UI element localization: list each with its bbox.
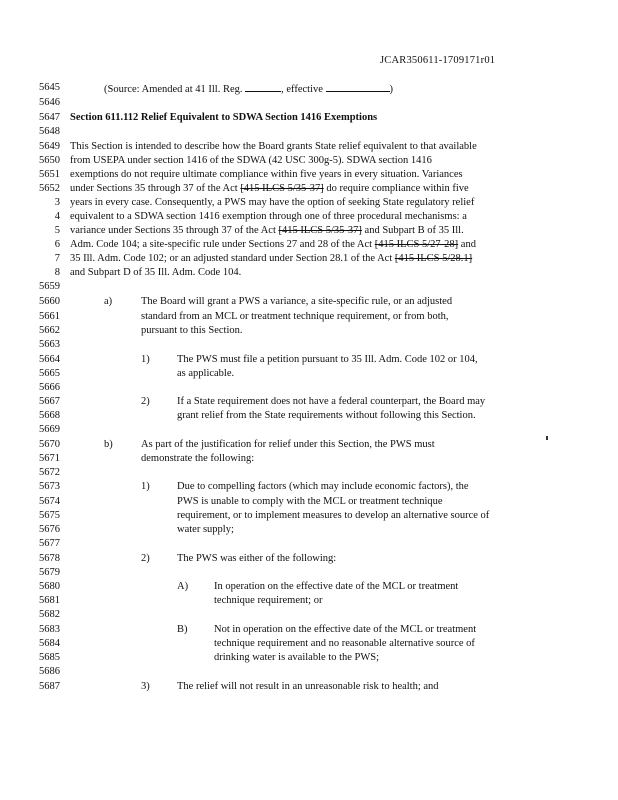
line-number: 5686: [39, 666, 60, 677]
line-number: 5678: [39, 553, 60, 564]
subparagraph-line: drinking water is available to the PWS;: [214, 652, 380, 663]
line-number: 7: [54, 253, 60, 264]
paragraph-label: 1): [141, 481, 150, 492]
line-number: 5681: [39, 595, 60, 606]
line-number: 5666: [39, 382, 60, 393]
subparagraph-line: technique requirement and no reasonable alternative source of: [214, 638, 475, 649]
line-number: 3: [54, 197, 60, 208]
intro-line: variance under Sections 35 through 37 of the Act [415 ILCS 5/35-37] and Subpart B of 35 Ill.: [70, 225, 464, 236]
line-number: 5683: [39, 624, 60, 635]
subsection-b-line: demonstrate the following:: [141, 453, 255, 464]
paragraph-label: 3): [141, 681, 150, 692]
paragraph-label: 1): [141, 354, 150, 365]
subsection-label: a): [104, 296, 113, 307]
line-number: 5647: [39, 112, 60, 123]
line-number: 5685: [39, 652, 60, 663]
line-number: 5670: [39, 439, 60, 450]
line-number: 5650: [39, 155, 60, 166]
paragraph-line: as applicable.: [177, 368, 235, 379]
line-number: 5687: [39, 681, 60, 692]
line-number: 4: [54, 211, 60, 222]
line-number: 5646: [39, 97, 60, 108]
intro-line: Adm. Code 104; a site-specific rule under Sections 27 and 28 of the Act [415 ILCS 5/27-28] and: [70, 239, 476, 250]
document-id: JCAR350611-1709171r01: [380, 55, 496, 66]
line-number: 5673: [39, 481, 60, 492]
line-number: 5674: [39, 496, 60, 507]
intro-line: from USEPA under section 1416 of the SDWA (42 USC 300g-5). SDWA section 1416: [70, 155, 432, 166]
struck-citation: [415 ILCS 5/28.1]: [394, 253, 473, 264]
blank-effective-date: [326, 82, 390, 92]
subsection-b-line: As part of the justification for relief under this Section, the PWS must: [141, 439, 435, 450]
line-number: 5671: [39, 453, 60, 464]
subsection-a-line: pursuant to this Section.: [141, 325, 243, 336]
struck-citation: [415 ILCS 5/27-28]: [374, 239, 459, 250]
subsection-a-line: The Board will grant a PWS a variance, a site-specific rule, or an adjusted: [141, 296, 453, 307]
intro-line: years in every case. Consequently, a PWS may have the option of seeking State regulatory relief: [70, 197, 475, 208]
intro-line: This Section is intended to describe how the Board grants State relief equivalent to that available: [70, 141, 477, 152]
source-note: (Source: Amended at 41 Ill. Reg. , effective ): [104, 84, 394, 95]
paragraph-label: 2): [141, 396, 150, 407]
subparagraph-label: B): [177, 624, 188, 635]
paragraph-line: If a State requirement does not have a federal counterpart, the Board may: [177, 396, 486, 407]
paragraph-line: requirement, or to implement measures to develop an alternative source of: [177, 510, 490, 521]
line-number: 8: [54, 267, 60, 278]
paragraph-line: water supply;: [177, 524, 234, 535]
line-number: 5663: [39, 339, 60, 350]
margin-mark: [546, 436, 548, 440]
subparagraph-line: technique requirement; or: [214, 595, 323, 606]
line-number: 5651: [39, 169, 60, 180]
line-number: 5645: [39, 82, 60, 93]
line-number: 5660: [39, 296, 60, 307]
line-number: 5668: [39, 410, 60, 421]
line-number: 5676: [39, 524, 60, 535]
paragraph-line: PWS is unable to comply with the MCL or treatment technique: [177, 496, 443, 507]
subsection-a-line: standard from an MCL or treatment technique requirement, or from both,: [141, 311, 449, 322]
paragraph-label: 2): [141, 553, 150, 564]
line-number: 5649: [39, 141, 60, 152]
line-number: 5665: [39, 368, 60, 379]
line-number: 5679: [39, 567, 60, 578]
struck-citation: [415 ILCS 5/35-37]: [278, 225, 362, 236]
paragraph-line: The PWS was either of the following:: [177, 553, 337, 564]
subsection-label: b): [104, 439, 113, 450]
section-heading: Section 611.112 Relief Equivalent to SDWA Section 1416 Exemptions: [70, 112, 378, 123]
intro-line: equivalent to a SDWA section 1416 exemption through one of three procedural mechanisms: a: [70, 211, 467, 222]
line-number: 5672: [39, 467, 60, 478]
line-number: 5652: [39, 183, 60, 194]
intro-line: exemptions do not require ultimate compliance within five years in every situation. Variances: [70, 169, 463, 180]
struck-citation: [415 ILCS 5/35-37]: [240, 183, 324, 194]
line-number: 5675: [39, 510, 60, 521]
line-number: 6: [54, 239, 60, 250]
line-number: 5684: [39, 638, 60, 649]
line-number: 5664: [39, 354, 60, 365]
line-number: 5682: [39, 609, 60, 620]
intro-line: and Subpart D of 35 Ill. Adm. Code 104.: [70, 267, 242, 278]
line-number: 5680: [39, 581, 60, 592]
line-number: 5677: [39, 538, 60, 549]
line-number: 5662: [39, 325, 60, 336]
subparagraph-line: Not in operation on the effective date of the MCL or treatment: [214, 624, 477, 635]
paragraph-line: Due to compelling factors (which may include economic factors), the: [177, 481, 469, 492]
paragraph-line: The PWS must file a petition pursuant to 35 Ill. Adm. Code 102 or 104,: [177, 354, 478, 365]
intro-line: under Sections 35 through 37 of the Act [415 ILCS 5/35-37] do require compliance within five: [70, 183, 469, 194]
line-number: 5648: [39, 126, 60, 137]
line-number: 5661: [39, 311, 60, 322]
paragraph-line: grant relief from the State requirements without following this Section.: [177, 410, 476, 421]
subparagraph-line: In operation on the effective date of the MCL or treatment: [214, 581, 459, 592]
line-number: 5: [54, 225, 60, 236]
line-number: 5667: [39, 396, 60, 407]
line-number: 5659: [39, 281, 60, 292]
blank-register-number: [245, 82, 281, 92]
paragraph-line: The relief will not result in an unreasonable risk to health; and: [177, 681, 439, 692]
subparagraph-label: A): [177, 581, 189, 592]
line-number: 5669: [39, 424, 60, 435]
intro-line: 35 Ill. Adm. Code 102; or an adjusted standard under Section 28.1 of the Act [415 ILCS 5/28.1]: [70, 253, 473, 264]
